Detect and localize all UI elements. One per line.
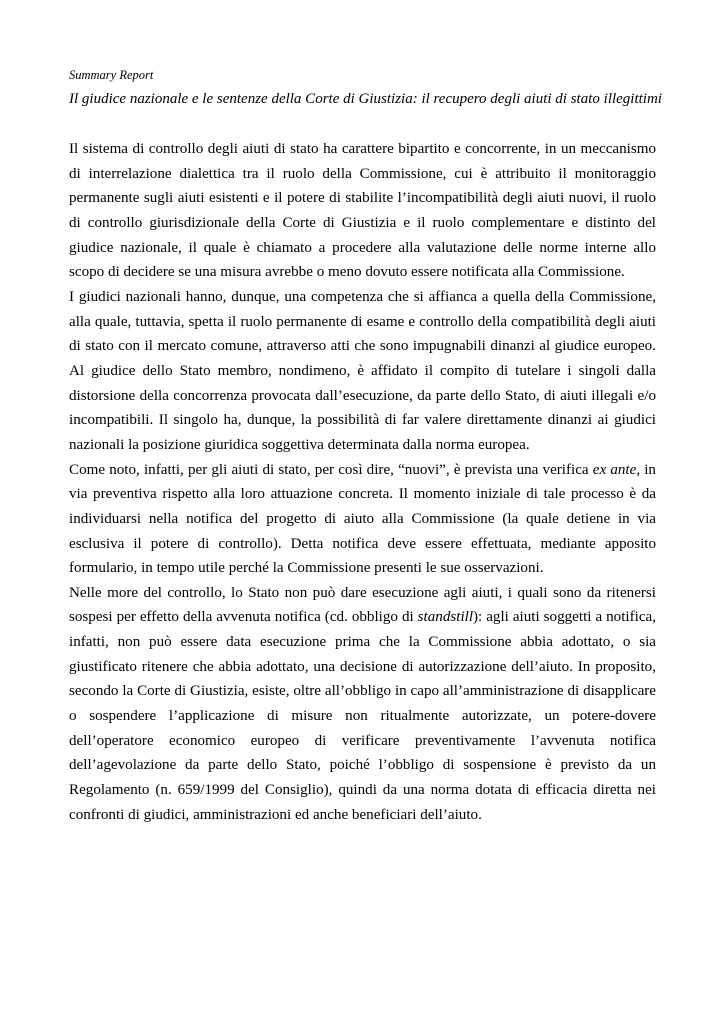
paragraph (69, 458, 656, 581)
italic-term: standstill (417, 609, 474, 626)
paragraph (69, 285, 656, 458)
italic-term: ex ante (592, 461, 637, 478)
paragraph-text: Come noto, infatti, per gli aiuti di stato, per così dire, “nuovi”, è prevista una verifica (69, 461, 593, 478)
report-content (69, 66, 662, 827)
paragraph-text: , in via preventiva rispetto alla loro attuazione concreta. Il momento iniziale di tale processo è da individuarsi nella notifica del progetto di aiuto alla Commissione (la quale detiene in via esclusiva il potere di controllo). Detta notifica deve essere effettuata, mediante apposito formulario, in tempo utile perché la Commissione presenti le sue osservazioni. (69, 461, 656, 577)
paragraph-text: Nelle more del controllo, lo Stato non può dare esecuzione agli aiuti, i quali sono da ritenersi sospesi per effetto della avvenuta notifica (cd. obbligo di (69, 584, 656, 626)
paragraph (69, 581, 656, 828)
paragraph-text: Il sistema di controllo degli aiuti di stato ha carattere bipartito e concorrente, in un meccanismo di interrelazione dialettica tra il ruolo della Commissione, cui è attribuito il monitoraggio permanente sugli aiuti esistenti e il potere di stabilite l’incompatibilità degli aiuti nuovi, il ruolo di controllo giurisdizionale della Corte di Giustizia e il ruolo complementare e distinto del giudice nazionale, il quale è chiamato a procedere alla valutazione delle norme interne allo scopo di decidere se una misura avrebbe o meno dovuto essere notificata alla Commissione. (69, 141, 656, 281)
report-kicker: Summary Report (69, 68, 154, 82)
paragraph-text: ): agli aiuti soggetti a notifica, infatti, non può essere data esecuzione prima che la Commissione abbia adottato, o sia giustificato ritenere che abbia adottato, una decisione di autorizzazione dell’aiuto. In proposito, secondo la Corte di Giustizia, esiste, oltre all’obbligo in capo all’amministrazione di disapplicare o sospendere l’applicazione di misure non ritualmente autorizzate, un potere-dovere dell’operatore economico europeo di verificare preventivamente l’avvenuta notifica dell’agevolazione da parte dello Stato, poiché l’obbligo di sospensione è previsto da un Regolamento (n. 659/1999 del Consiglio), quindi da una norma dotata di efficacia diretta nei confronti di giudici, amministrazioni ed anche beneficiari dell’aiuto. (69, 609, 656, 823)
paragraph-text: I giudici nazionali hanno, dunque, una competenza che si affianca a quella della Commissione, alla quale, tuttavia, spetta il ruolo permanente di esame e controllo della compatibilità degli aiuti di stato con il mercato comune, attraverso atti che sono impugnabili dinanzi al giudice europeo. Al giudice dello Stato membro, nondimeno, è affidato il compito di tutelare i singoli dalla distorsione della concorrenza provocata dall’esecuzione, da parte dello Stato, di aiuti illegali e/o incompatibili. Il singolo ha, dunque, la possibilità di far valere direttamente dinanzi ai giudici nazionali la posizione giuridica soggettiva determinata dalla norma europea. (69, 288, 656, 453)
paragraph (69, 137, 656, 285)
report-title: Il giudice nazionale e le sentenze della Corte di Giustizia: il recupero degli aiuti di stato illegittimi (69, 91, 662, 107)
